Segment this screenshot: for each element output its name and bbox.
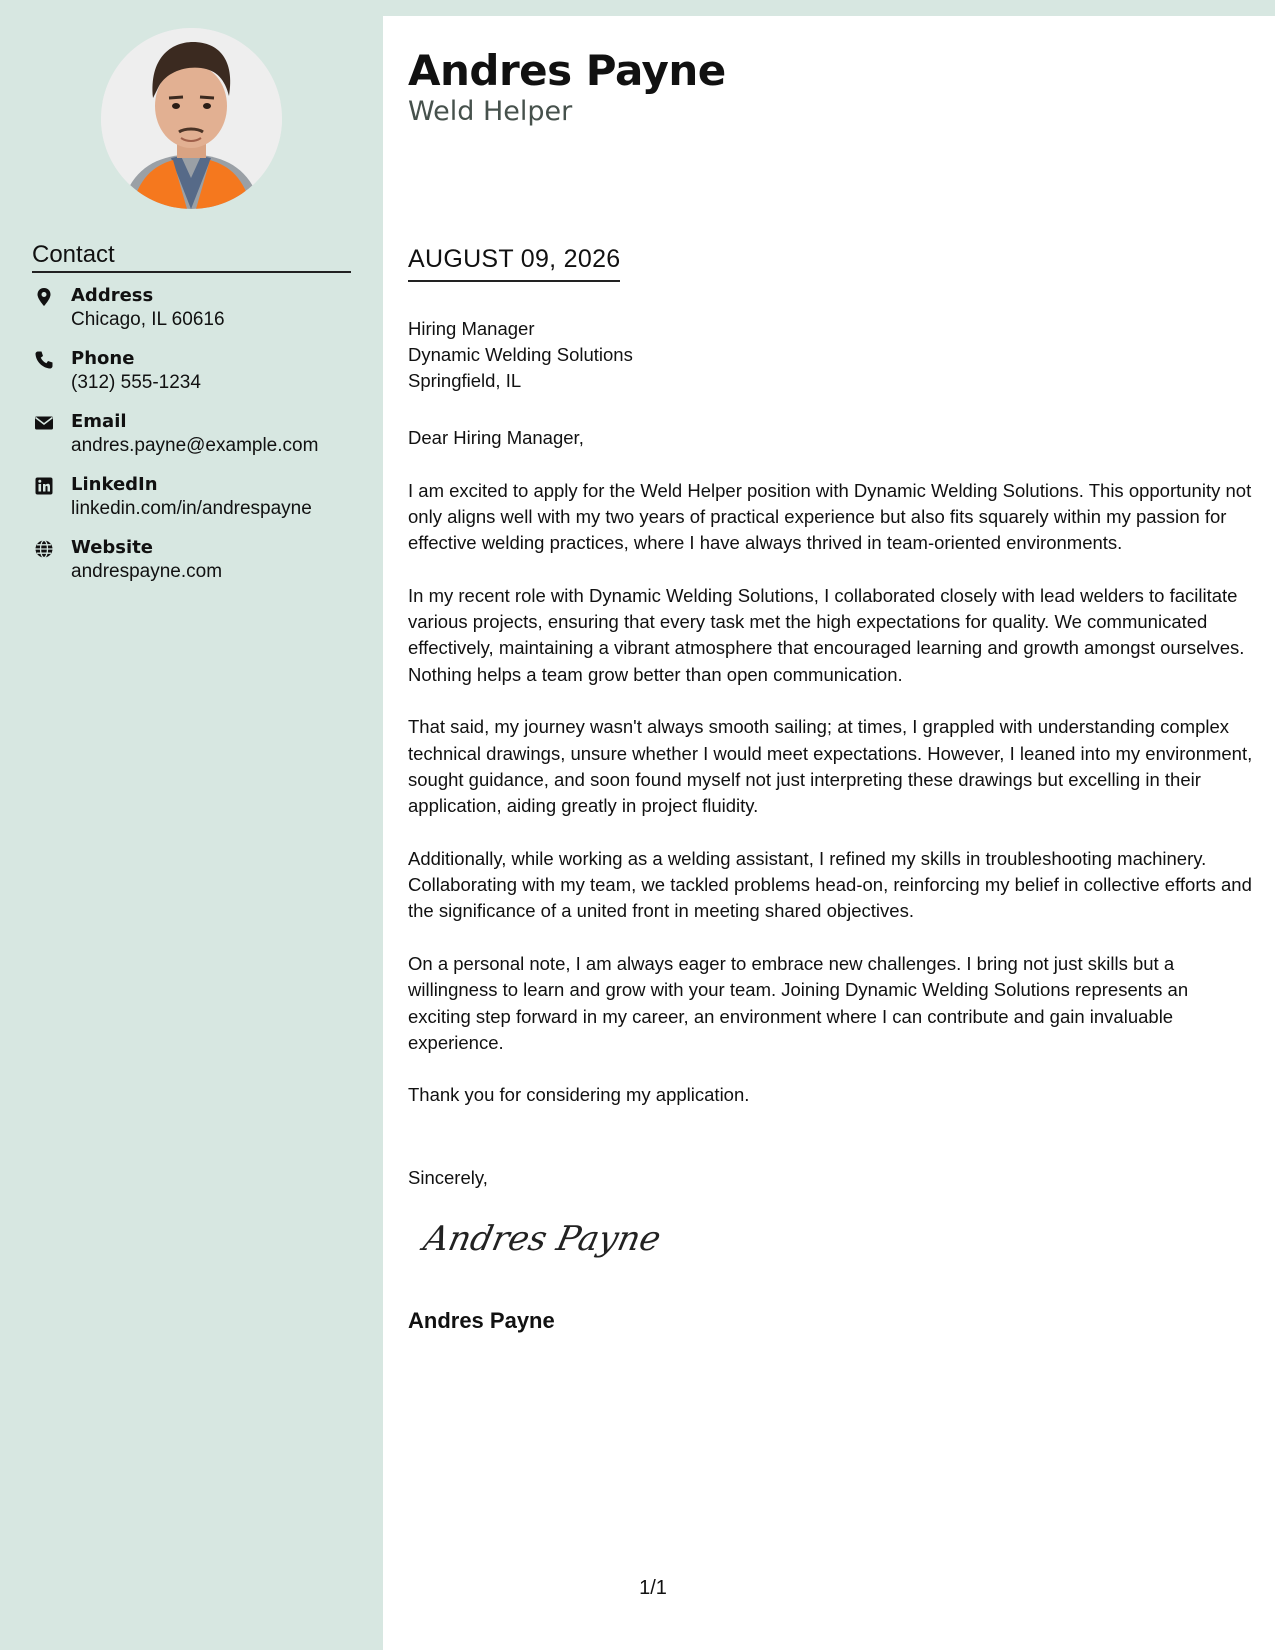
recipient-line: Dynamic Welding Solutions	[408, 344, 633, 365]
contact-item-website	[32, 537, 362, 600]
body-paragraph: Thank you for considering my application.	[408, 1084, 750, 1106]
body-paragraph: Additionally, while working as a welding assistant, I refined my skills in troubleshooting machinery. Collaborating with my team, we tackled problems head-on, reinforcing my belief in collective efforts and the significance of a united front in meeting shared objectives.	[408, 847, 1252, 922]
recipient-block	[408, 316, 633, 394]
letter-date: AUGUST 09, 2026	[408, 244, 620, 282]
contact-value-address: Chicago, IL 60616	[71, 309, 225, 330]
salutation: Dear Hiring Manager,	[408, 427, 584, 448]
contact-label: Phone	[71, 348, 135, 369]
recipient-line: Springfield, IL	[408, 370, 522, 391]
contact-label: Email	[71, 411, 127, 432]
contact-label: Address	[71, 285, 154, 306]
letter-main	[383, 16, 1275, 1650]
page-number: 1/1	[639, 1577, 667, 1599]
sidebar	[0, 0, 383, 1650]
phone-icon	[34, 350, 54, 370]
contact-label: Website	[71, 537, 154, 558]
handwritten-signature	[419, 1208, 669, 1268]
contact-item-address	[32, 285, 362, 348]
profile-photo	[101, 28, 282, 209]
globe-icon	[34, 539, 54, 559]
signed-name: Andres Payne	[408, 1308, 555, 1333]
contact-heading: Contact	[32, 241, 351, 273]
contact-value-phone[interactable]: (312) 555-1234	[71, 372, 201, 393]
linkedin-icon	[34, 476, 54, 496]
body-paragraph: On a personal note, I am always eager to embrace new challenges. I bring not just skills but a willingness to learn and grow with your team. Joining Dynamic Welding Solutions represents an exciting step forward in my career, an environment where I can contribute and gain invaluable experience.	[408, 952, 1189, 1053]
recipient-line: Hiring Manager	[408, 318, 535, 339]
contact-value-website[interactable]: andrespayne.com	[71, 561, 223, 582]
applicant-role: Weld Helper	[408, 96, 573, 127]
body-paragraph: In my recent role with Dynamic Welding Solutions, I collaborated closely with lead welders to facilitate various projects, ensuring that every task met the high expectations for quality. We communicated effectively, maintaining a vibrant atmosphere that encouraged learning and growth amongst ourselves. Nothing helps a team grow better than open communication.	[408, 584, 1245, 685]
contact-value-linkedin[interactable]: linkedin.com/in/andrespayne	[71, 498, 312, 519]
contact-label: LinkedIn	[71, 474, 158, 495]
profile-photo-illustration	[101, 28, 282, 209]
applicant-name: Andres Payne	[408, 46, 726, 95]
body-paragraph: I am excited to apply for the Weld Helper position with Dynamic Welding Solutions. This opportunity not only aligns well with my two years of practical experience but also fits squarely within my passion for effective welding practices, where I have always thrived in team-oriented environments.	[408, 479, 1252, 554]
body-paragraph: That said, my journey wasn't always smooth sailing; at times, I grappled with understanding complex technical drawings, unsure whether I would meet expectations. However, I leaned into my environment, sought guidance, and soon found myself not just interpreting these drawings but excelling in their application, aiding greatly in project fluidity.	[408, 716, 1253, 817]
contact-item-linkedin	[32, 474, 362, 537]
closing-line: Sincerely,	[408, 1167, 488, 1188]
location-pin-icon	[34, 287, 54, 307]
contact-item-phone	[32, 348, 362, 411]
envelope-icon	[34, 413, 54, 433]
contact-item-email	[32, 411, 362, 474]
signature-text: Andres Payne	[420, 1219, 665, 1259]
contact-list	[32, 285, 362, 600]
contact-value-email[interactable]: andres.payne@example.com	[71, 435, 319, 456]
letter-body	[408, 425, 1253, 1135]
